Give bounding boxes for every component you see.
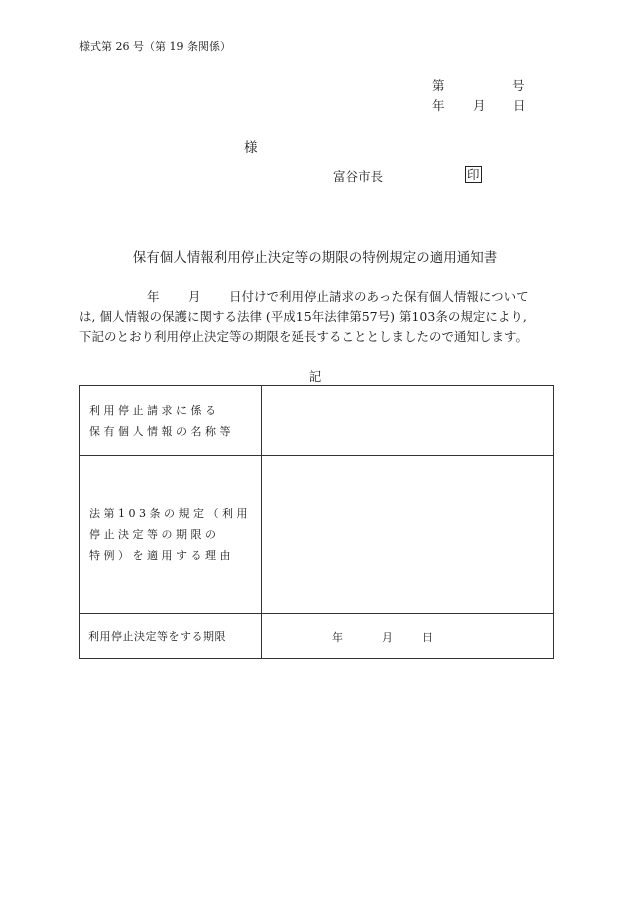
- document-title: 保有個人情報利用停止決定等の期限の特例規定の適用通知書: [132, 250, 498, 266]
- body-line-2: は, 個人情報の保護に関する法律 (平成15年法律第57号) 第103条の規定により,: [79, 309, 527, 324]
- table-row: [80, 456, 554, 614]
- body-line-1-rest: 日付けで利用停止請求のあった保有個人情報について: [229, 289, 529, 304]
- row2-value: [262, 456, 554, 614]
- addressee-suffix: 様: [244, 140, 258, 156]
- record-table: [79, 385, 554, 659]
- body-text: [79, 287, 579, 347]
- row3-value: [262, 614, 554, 659]
- row2-label: [80, 456, 262, 614]
- row3-label: 利用停止決定等をする期限: [80, 614, 262, 659]
- row2-label-line1: 法第103条の規定（利用: [89, 507, 251, 520]
- row1-value: [262, 386, 554, 456]
- row2-label-line3: 特例）を適用する理由: [89, 549, 234, 562]
- body-line-1-year: 年: [147, 289, 160, 304]
- table-row: [80, 386, 554, 456]
- row3-month: 月: [382, 631, 393, 644]
- form-number: 様式第 26 号（第 19 条関係）: [79, 40, 231, 53]
- sender-name: 富谷市長: [333, 169, 384, 184]
- seal-mark: 印: [467, 167, 480, 182]
- body-line-1: [79, 287, 579, 307]
- row1-label: [80, 386, 262, 456]
- row1-label-line2: 保有個人情報の名称等: [89, 424, 234, 438]
- row3-day: 日: [422, 631, 433, 644]
- document-date-year: 年: [432, 98, 445, 113]
- table-row: [80, 614, 554, 659]
- ki-heading: 記: [308, 369, 322, 384]
- document-number-prefix: 第: [432, 78, 445, 93]
- document-number-suffix: 号: [512, 78, 525, 93]
- row3-year: 年: [332, 631, 343, 644]
- row2-label-line2: 停止決定等の期限の: [89, 528, 220, 541]
- body-line-3: 下記のとおり利用停止決定等の期限を延長することとしましたので通知します。: [79, 329, 529, 344]
- body-line-1-month: 月: [188, 289, 201, 304]
- document-date-month: 月: [473, 98, 486, 113]
- row1-label-line1: 利用停止請求に係る: [89, 403, 220, 417]
- document-date-day: 日: [513, 98, 526, 113]
